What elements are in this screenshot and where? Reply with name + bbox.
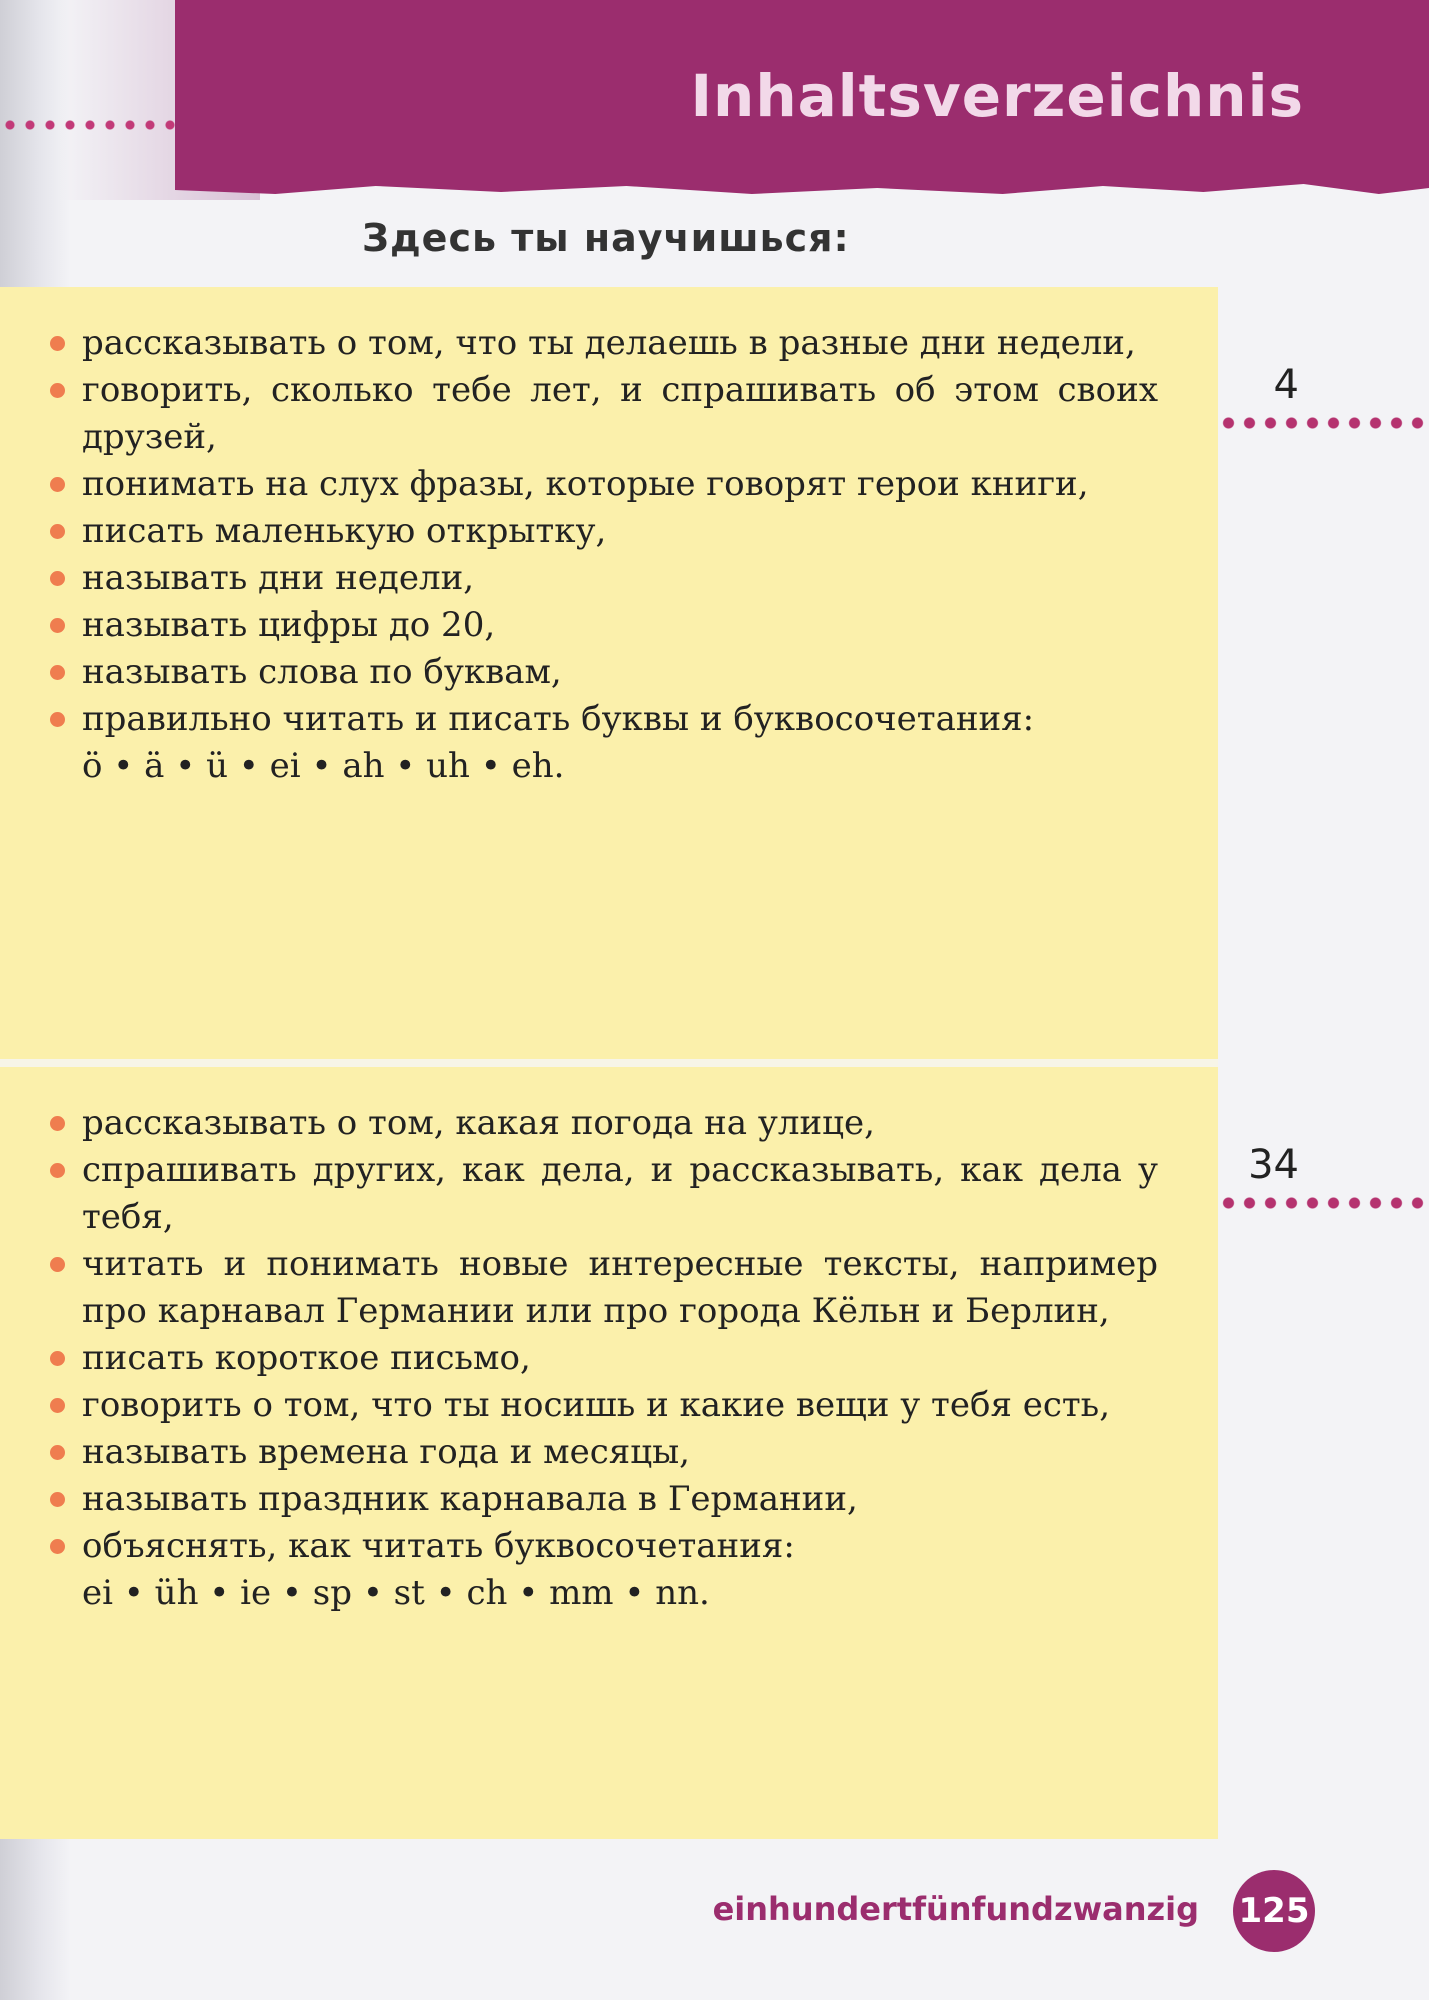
list-item: писать маленькую открытку, xyxy=(48,508,1158,555)
list-item: объяснять, как читать буквосочетания: xyxy=(48,1523,1158,1570)
bullet-icon xyxy=(50,571,65,586)
bullet-icon xyxy=(50,1492,65,1507)
bullet-icon xyxy=(50,665,65,680)
bullet-icon xyxy=(50,1257,65,1272)
panel-divider xyxy=(0,1059,1218,1067)
objectives-list-1 xyxy=(48,320,1158,790)
letter-combinations: ei • üh • ie • sp • st • ch • mm • nn. xyxy=(82,1573,710,1613)
bullet-icon xyxy=(50,1398,65,1413)
list-item: рассказывать о том, что ты делаешь в разные дни недели, xyxy=(48,320,1158,367)
list-item: называть времена года и месяцы, xyxy=(48,1429,1158,1476)
list-item: говорить, сколько тебе лет, и спрашивать об этом своих друзей, xyxy=(48,367,1158,461)
letter-combinations: ö • ä • ü • ei • ah • uh • eh. xyxy=(82,746,565,786)
bullet-icon xyxy=(50,1351,65,1366)
page-title: Inhaltsverzeichnis xyxy=(690,62,1304,130)
list-item: называть слова по буквам, xyxy=(48,649,1158,696)
section-subheading: Здесь ты научишься: xyxy=(362,216,850,260)
page-reference-dots xyxy=(1218,416,1429,430)
list-item: называть цифры до 20, xyxy=(48,602,1158,649)
list-item: называть праздник карнавала в Германии, xyxy=(48,1476,1158,1523)
list-item: читать и понимать новые интересные тексты, например про карнавал Германии или про города Кёльн и Берлин, xyxy=(48,1241,1158,1335)
list-item: говорить о том, что ты носишь и какие вещи у тебя есть, xyxy=(48,1382,1158,1429)
page-reference-dots xyxy=(1218,1196,1429,1210)
list-item: рассказывать о том, какая погода на улице, xyxy=(48,1100,1158,1147)
bullet-icon xyxy=(50,618,65,633)
objectives-list-2 xyxy=(48,1100,1158,1617)
list-item: спрашивать других, как дела, и рассказывать, как дела у тебя, xyxy=(48,1147,1158,1241)
list-item: правильно читать и писать буквы и буквосочетания: xyxy=(48,696,1158,743)
page-number-badge: 125 xyxy=(1233,1870,1315,1952)
list-item: понимать на слух фразы, которые говорят герои книги, xyxy=(48,461,1158,508)
bullet-icon xyxy=(50,1116,65,1131)
bullet-icon xyxy=(50,1539,65,1554)
bullet-icon xyxy=(50,1445,65,1460)
bullet-icon xyxy=(50,1163,65,1178)
bullet-icon xyxy=(50,477,65,492)
list-item: писать короткое письмо, xyxy=(48,1335,1158,1382)
bullet-icon xyxy=(50,336,65,351)
bullet-icon xyxy=(50,383,65,398)
page-number-word: einhundertfünfundzwanzig xyxy=(712,1890,1199,1928)
bullet-icon xyxy=(50,712,65,727)
bullet-icon xyxy=(50,524,65,539)
page-reference[interactable]: 34 xyxy=(1248,1142,1299,1188)
page-reference[interactable]: 4 xyxy=(1273,362,1299,408)
header-dotted-line xyxy=(0,118,185,132)
list-item: называть дни недели, xyxy=(48,555,1158,602)
